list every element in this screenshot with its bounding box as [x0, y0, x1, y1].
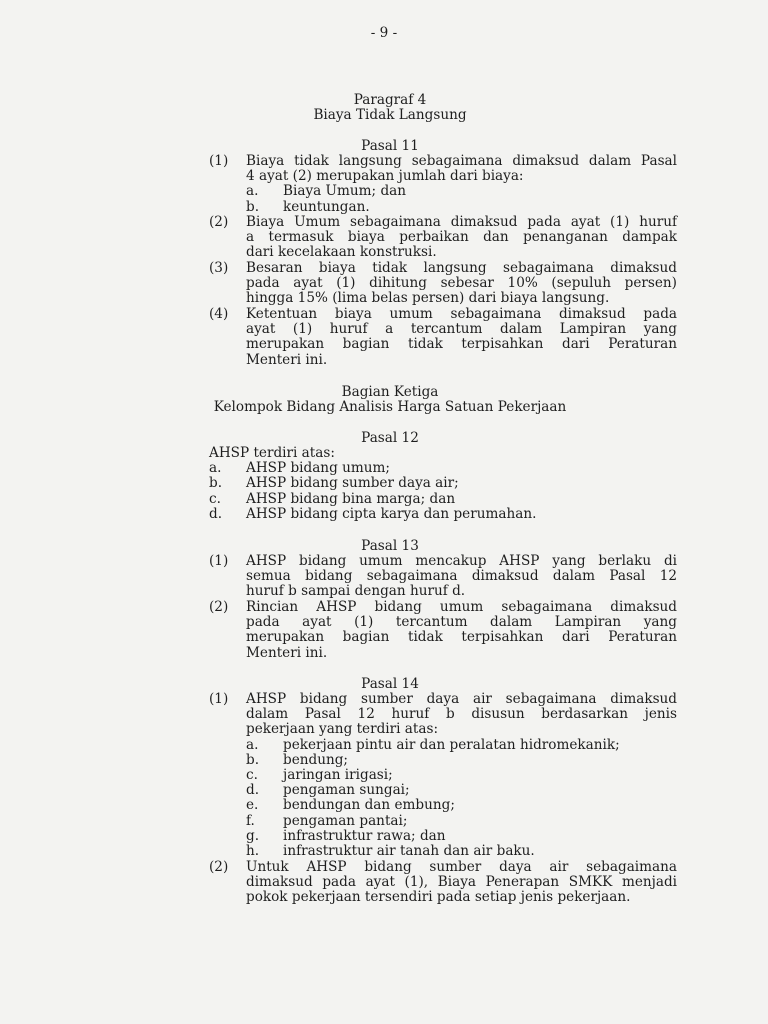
ayat-line: Menteri ini. [246, 644, 328, 661]
ayat-number: (2) [209, 214, 229, 230]
ayat-line: Untuk AHSP bidang sumber daya air sebagaimana [246, 859, 677, 875]
ayat-line: merupakan bagian tidak terpisahkan dari Peraturan [246, 629, 677, 646]
page-number: - 9 - [370, 25, 398, 41]
pasal-11-title: Pasal 11 [361, 138, 419, 154]
sub-item [246, 844, 677, 859]
pasal-13-title: Pasal 13 [361, 538, 419, 554]
ayat-line: pada ayat (1) tercantum dalam Lampiran yang [246, 614, 677, 631]
sub-text: pengaman sungai; [283, 782, 410, 799]
sub-item [246, 184, 677, 199]
paragraf-heading [120, 93, 660, 123]
ayat-line: dalam Pasal 12 huruf b disusun berdasarkan jenis [246, 706, 677, 723]
ayat-line: Besaran biaya tidak langsung sebagaimana dimaksud [246, 260, 677, 276]
sub-item [246, 798, 677, 813]
sub-letter: f. [246, 812, 255, 829]
bagian-title: Bagian Ketiga [341, 384, 439, 400]
pasal-14-ayat-1 [209, 692, 677, 859]
sub-item [246, 783, 677, 798]
ayat-number: (2) [209, 859, 229, 875]
paragraf-subtitle: Biaya Tidak Langsung [313, 107, 467, 124]
sub-letter: e. [246, 797, 259, 814]
pasal-12-body [209, 446, 677, 522]
ayat-number: (1) [209, 553, 229, 569]
ayat-line: AHSP bidang umum mencakup AHSP yang berlaku di [246, 553, 677, 569]
ayat-line: merupakan bagian tidak terpisahkan dari Peraturan [246, 336, 677, 353]
sub-letter: a. [246, 183, 259, 200]
bagian-heading [120, 385, 660, 415]
sub-letter: h. [246, 843, 260, 860]
ayat-line: pokok pekerjaan tersendiri pada setiap jenis pekerjaan. [246, 889, 631, 906]
ayat-line: huruf b sampai dengan huruf d. [246, 583, 466, 600]
ayat-line: Biaya Umum sebagaimana dimaksud pada ayat (1) huruf [246, 214, 677, 230]
pasal-12-intro: AHSP terdiri atas: [209, 445, 335, 461]
ayat-line: semua bidang sebagaimana dimaksud dalam Pasal 12 [246, 568, 677, 585]
pasal-14-ayat-2 [209, 860, 677, 906]
ayat-line: Menteri ini. [246, 351, 328, 368]
pasal-13-ayat-2 [209, 600, 677, 661]
ayat-line: Biaya tidak langsung sebagaimana dimaksud dalam Pasal [246, 153, 677, 169]
ayat-line: AHSP bidang sumber daya air sebagaimana dimaksud [246, 691, 677, 707]
list-letter: d. [209, 505, 223, 522]
sub-text: pekerjaan pintu air dan peralatan hidromekanik; [283, 736, 620, 753]
ayat-line: hingga 15% (lima belas persen) dari biaya langsung. [246, 290, 610, 307]
ayat-line: Ketentuan biaya umum sebagaimana dimaksud pada [246, 306, 677, 322]
pasal-13-ayat-1 [209, 554, 677, 600]
sub-letter: a. [246, 736, 259, 753]
list-text: AHSP bidang cipta karya dan perumahan. [246, 505, 537, 522]
list-letter: a. [209, 460, 222, 477]
ayat-number: (3) [209, 260, 229, 276]
sub-text: keuntungan. [283, 198, 370, 215]
pasal-12-title: Pasal 12 [361, 430, 419, 446]
ayat-line: pekerjaan yang terdiri atas: [246, 721, 439, 738]
ayat-number: (1) [209, 153, 229, 169]
ayat-line: a termasuk biaya perbaikan dan penanganan dampak [246, 229, 677, 246]
bagian-subtitle: Kelompok Bidang Analisis Harga Satuan Pekerjaan [213, 399, 567, 416]
sub-item [246, 814, 677, 829]
ayat-number: (1) [209, 691, 229, 707]
list-text: AHSP bidang bina marga; dan [246, 490, 456, 507]
sub-letter: d. [246, 782, 260, 799]
sub-item [246, 753, 677, 768]
list-item [209, 461, 677, 476]
sub-text: jaringan irigasi; [283, 767, 393, 784]
sub-text: infrastruktur air tanah dan air baku. [283, 843, 535, 860]
list-item [209, 507, 677, 522]
pasal-11-ayat-3 [209, 261, 677, 307]
ayat-number: (2) [209, 599, 229, 615]
ayat-line: dari kecelakaan konstruksi. [246, 244, 437, 261]
paragraf-title: Paragraf 4 [353, 92, 427, 108]
pasal-14-title: Pasal 14 [361, 676, 419, 692]
list-letter: b. [209, 475, 223, 492]
list-item [209, 476, 677, 491]
list-text: AHSP bidang sumber daya air; [246, 475, 459, 492]
sub-letter: g. [246, 827, 260, 844]
ayat-line: pada ayat (1) dihitung sebesar 10% (sepuluh persen) [246, 275, 677, 292]
ayat-number: (4) [209, 306, 229, 322]
sub-text: infrastruktur rawa; dan [283, 827, 446, 844]
ayat-line: ayat (1) huruf a tercantum dalam Lampiran yang [246, 321, 677, 338]
sub-item [246, 829, 677, 844]
ayat-line: Rincian AHSP bidang umum sebagaimana dimaksud [246, 599, 677, 615]
pasal-11-ayat-2 [209, 215, 677, 261]
sub-item [246, 200, 677, 215]
sub-text: bendung; [283, 751, 348, 768]
pasal-11-ayat-1 [209, 154, 677, 215]
ayat-line: 4 ayat (2) merupakan jumlah dari biaya: [246, 168, 524, 185]
sub-letter: c. [246, 767, 258, 784]
sub-letter: b. [246, 751, 260, 768]
pasal-11-ayat-4 [209, 307, 677, 368]
list-text: AHSP bidang umum; [246, 460, 390, 477]
sub-text: Biaya Umum; dan [283, 183, 407, 200]
ayat-line: dimaksud pada ayat (1), Biaya Penerapan SMKK menjadi [246, 874, 677, 891]
list-item [209, 492, 677, 507]
sub-item [246, 768, 677, 783]
list-letter: c. [209, 490, 221, 507]
sub-letter: b. [246, 198, 260, 215]
sub-item [246, 738, 677, 753]
sub-text: bendungan dan embung; [283, 797, 455, 814]
sub-text: pengaman pantai; [283, 812, 408, 829]
